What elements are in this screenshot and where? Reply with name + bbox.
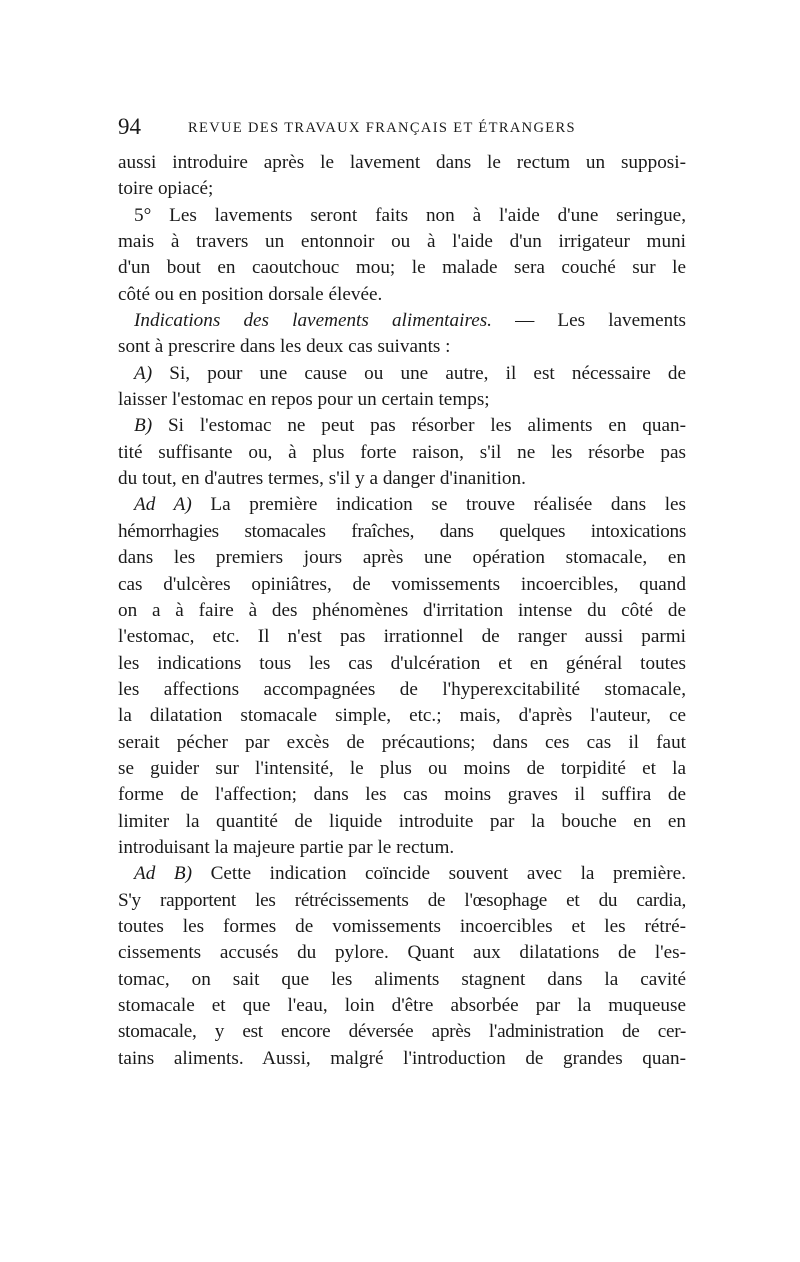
text-fragment: Si l'estomac ne peut pas résorber les aliments en quan- — [152, 415, 686, 437]
text-line: toutes les formes de vomissements incoercibles et les rétré- — [118, 915, 686, 937]
paragraph-label: Ad A) — [134, 494, 192, 516]
text-fragment: Si, pour une cause ou une autre, il est nécessaire de — [152, 362, 686, 384]
text-line: les affections accompagnées de l'hyperexcitabilité stomacale, — [118, 678, 686, 700]
running-head: REVUE DES TRAVAUX FRANÇAIS ET ÉTRANGERS — [188, 120, 576, 136]
text-line: tomac, on sait que les aliments stagnent dans la cavité — [118, 968, 686, 990]
page-number: 94 — [118, 114, 141, 139]
text-line: du tout, en d'autres termes, s'il y a danger d'inanition. — [118, 468, 526, 490]
text-line: on a à faire à des phénomènes d'irritation intense du côté de — [118, 599, 686, 621]
text-line: côté ou en position dorsale élevée. — [118, 283, 383, 305]
paragraph-label: Ad B) — [134, 863, 193, 885]
text-line: S'y rapportent les rétrécissements de l'œsophage et du cardia, — [118, 889, 686, 911]
page-header — [118, 112, 686, 142]
text-fragment: — Les lavements — [491, 310, 686, 332]
text-line: limiter la quantité de liquide introduite par la bouche en en — [118, 810, 686, 832]
text-line: d'un bout en caoutchouc mou; le malade sera couché sur le — [118, 257, 686, 279]
text-line: laisser l'estomac en repos pour un certain temps; — [118, 389, 490, 411]
text-line: sont à prescrire dans les deux cas suivants : — [118, 336, 451, 358]
text-line: la dilatation stomacale simple, etc.; mais, d'après l'auteur, ce — [118, 705, 686, 727]
text-line: stomacale et que l'eau, loin d'être absorbée par la muqueuse — [118, 995, 686, 1016]
text-line: l'estomac, etc. Il n'est pas irrationnel de ranger aussi parmi — [118, 626, 686, 648]
section-heading-line — [118, 308, 686, 334]
text-line: tité suffisante ou, à plus forte raison, s'il ne les résorbe pas — [118, 441, 686, 463]
text-line: tains aliments. Aussi, malgré l'introduction de grandes quan- — [118, 1047, 686, 1069]
text-line: se guider sur l'intensité, le plus ou moins de torpidité et la — [118, 757, 686, 779]
body-text — [118, 150, 686, 1072]
text-line: introduisant la majeure partie par le rectum. — [118, 836, 455, 858]
text-fragment: Cette indication coïncide souvent avec la première. — [192, 863, 686, 885]
text-line: stomacale, y est encore déversée après l'administration de cer- — [118, 1021, 686, 1043]
text-line: cas d'ulcères opiniâtres, de vomissements incoercibles, quand — [118, 573, 686, 595]
text-line: les indications tous les cas d'ulcération et en général toutes — [118, 652, 686, 674]
text-line: cissements accusés du pylore. Quant aux dilatations de l'es- — [118, 942, 686, 964]
text-line: hémorrhagies stomacales fraîches, dans quelques intoxications — [118, 520, 686, 542]
text-line: serait pécher par excès de précautions; dans ces cas il faut — [118, 731, 686, 753]
text-line: 5° Les lavements seront faits non à l'aide d'une seringue, — [134, 204, 686, 226]
paragraph-ad-b — [118, 861, 686, 887]
text-line: aussi introduire après le lavement dans le rectum un supposi- — [118, 152, 686, 173]
section-heading: Indications des lavements alimentaires. — [134, 310, 492, 332]
paragraph-ad-a — [118, 492, 686, 518]
text-line: mais à travers un entonnoir ou à l'aide d'un irrigateur muni — [118, 231, 686, 253]
list-item-b — [118, 413, 686, 439]
list-label: A) — [134, 362, 153, 384]
book-page — [118, 112, 686, 1072]
text-line: toire opiacé; — [118, 178, 214, 200]
list-label: B) — [134, 415, 153, 437]
list-item-a — [118, 361, 686, 387]
text-line: forme de l'affection; dans les cas moins graves il suffira de — [118, 784, 686, 806]
text-line: dans les premiers jours après une opération stomacale, en — [118, 547, 686, 569]
text-fragment: La première indication se trouve réalisée dans les — [191, 494, 687, 516]
